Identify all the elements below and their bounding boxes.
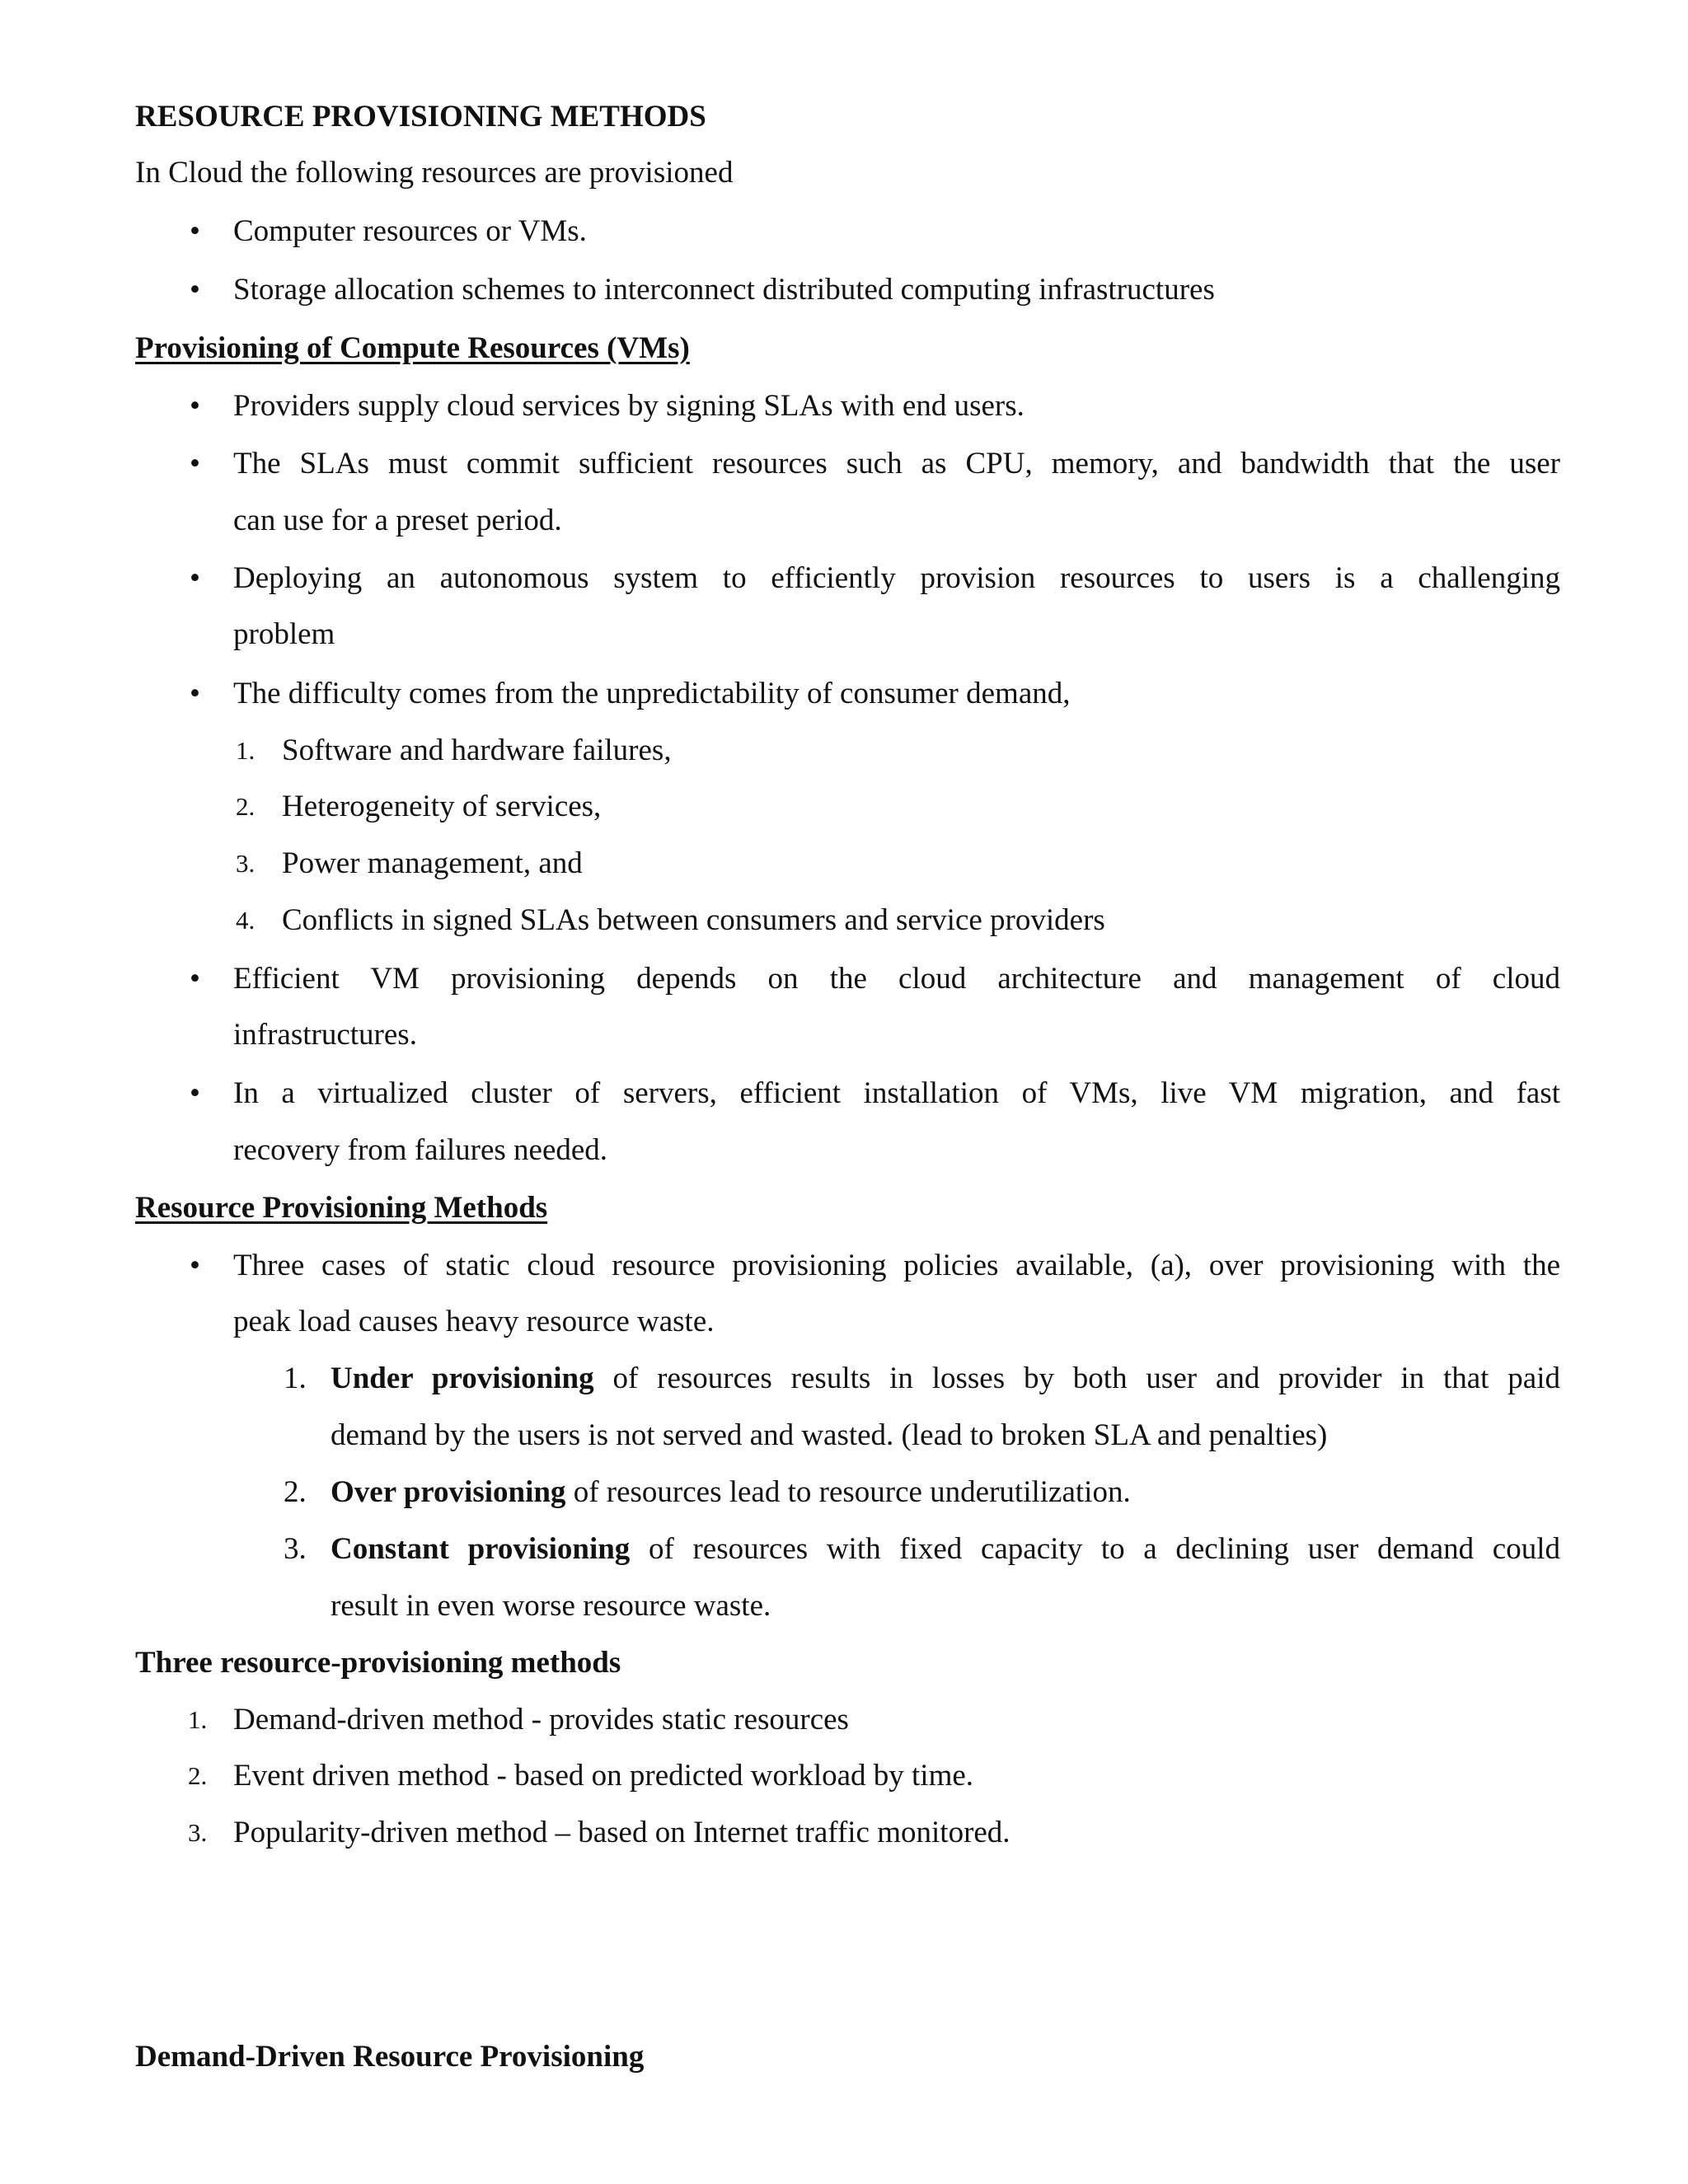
over-provisioning-line1 bbox=[331, 1473, 1131, 1512]
intro-text: In Cloud the following resources are provisioned bbox=[135, 156, 734, 190]
under-provisioning-line1 bbox=[331, 1359, 1560, 1399]
list-number: 3. bbox=[284, 1532, 307, 1566]
under-provisioning-line2: demand by the users is not served and wasted. (lead to broken SLA and penalties) bbox=[331, 1418, 1328, 1452]
bullet-icon: • bbox=[190, 273, 200, 307]
bullet-icon: • bbox=[190, 561, 200, 595]
list-number: 1. bbox=[284, 1361, 307, 1395]
section-heading-demand-driven: Demand-Driven Resource Provisioning bbox=[135, 2040, 645, 2074]
compute-bullet-6-line2: recovery from failures needed. bbox=[233, 1133, 608, 1167]
section-heading-methods: Resource Provisioning Methods bbox=[135, 1191, 548, 1225]
list-item: Popularity-driven method – based on Internet traffic monitored. bbox=[233, 1816, 1010, 1849]
list-item: Software and hardware failures, bbox=[282, 733, 672, 767]
constant-provisioning-text: of resources with fixed capacity to a declining user demand could bbox=[630, 1532, 1560, 1566]
intro-bullet-2: Storage allocation schemes to interconnect distributed computing infrastructures bbox=[233, 273, 1215, 307]
compute-bullet-2-line2: can use for a preset period. bbox=[233, 504, 562, 537]
under-provisioning-text: of resources results in losses by both user and provider in that paid bbox=[593, 1361, 1560, 1395]
section-heading-three-methods: Three resource-provisioning methods bbox=[135, 1646, 621, 1680]
constant-provisioning-term: Constant provisioning bbox=[331, 1532, 631, 1566]
methods-bullet-1-line1: Three cases of static cloud resource provisioning policies available, (a), over provisioning with the bbox=[233, 1249, 1560, 1282]
compute-bullet-5-line1: Efficient VM provisioning depends on the cloud architecture and management of cloud bbox=[233, 962, 1560, 996]
constant-provisioning-line2: result in even worse resource waste. bbox=[331, 1589, 771, 1623]
under-provisioning-term: Under provisioning bbox=[331, 1361, 594, 1395]
methods-bullet-1-line2: peak load causes heavy resource waste. bbox=[233, 1305, 715, 1338]
list-number: 1. bbox=[236, 736, 256, 765]
bullet-icon: • bbox=[190, 962, 200, 996]
over-provisioning-text: of resources lead to resource underutilization. bbox=[565, 1475, 1131, 1509]
list-item: Conflicts in signed SLAs between consumers and service providers bbox=[282, 903, 1105, 937]
list-item: Heterogeneity of services, bbox=[282, 790, 602, 823]
compute-bullet-6-line1: In a virtualized cluster of servers, efficient installation of VMs, live VM migration, and fast bbox=[233, 1076, 1560, 1110]
compute-bullet-4: The difficulty comes from the unpredictability of consumer demand, bbox=[233, 677, 1071, 710]
list-number: 2. bbox=[236, 792, 256, 821]
compute-bullet-1: Providers supply cloud services by signing SLAs with end users. bbox=[233, 389, 1025, 423]
list-number: 1. bbox=[188, 1705, 208, 1734]
list-item: Event driven method - based on predicted workload by time. bbox=[233, 1759, 974, 1793]
bullet-icon: • bbox=[190, 677, 200, 710]
list-number: 2. bbox=[188, 1761, 208, 1790]
compute-bullet-3-line2: problem bbox=[233, 617, 335, 651]
list-number: 2. bbox=[284, 1475, 307, 1509]
page-title: RESOURCE PROVISIONING METHODS bbox=[135, 100, 706, 134]
list-number: 3. bbox=[188, 1818, 208, 1847]
list-item: Demand-driven method - provides static resources bbox=[233, 1703, 849, 1736]
bullet-icon: • bbox=[190, 389, 200, 423]
list-number: 4. bbox=[236, 906, 256, 935]
intro-bullet-1: Computer resources or VMs. bbox=[233, 214, 587, 248]
compute-bullet-3-line1: Deploying an autonomous system to efficiently provision resources to users is a challenging bbox=[233, 561, 1560, 595]
compute-bullet-5-line2: infrastructures. bbox=[233, 1018, 417, 1052]
list-number: 3. bbox=[236, 849, 256, 878]
bullet-icon: • bbox=[190, 214, 200, 248]
bullet-icon: • bbox=[190, 1076, 200, 1110]
constant-provisioning-line1 bbox=[331, 1530, 1560, 1569]
bullet-icon: • bbox=[190, 1249, 200, 1282]
over-provisioning-term: Over provisioning bbox=[331, 1475, 566, 1509]
compute-bullet-2-line1: The SLAs must commit sufficient resources such as CPU, memory, and bandwidth that the user bbox=[233, 447, 1560, 480]
bullet-icon: • bbox=[190, 447, 200, 480]
section-heading-compute: Provisioning of Compute Resources (VMs) bbox=[135, 331, 690, 365]
list-item: Power management, and bbox=[282, 846, 583, 880]
